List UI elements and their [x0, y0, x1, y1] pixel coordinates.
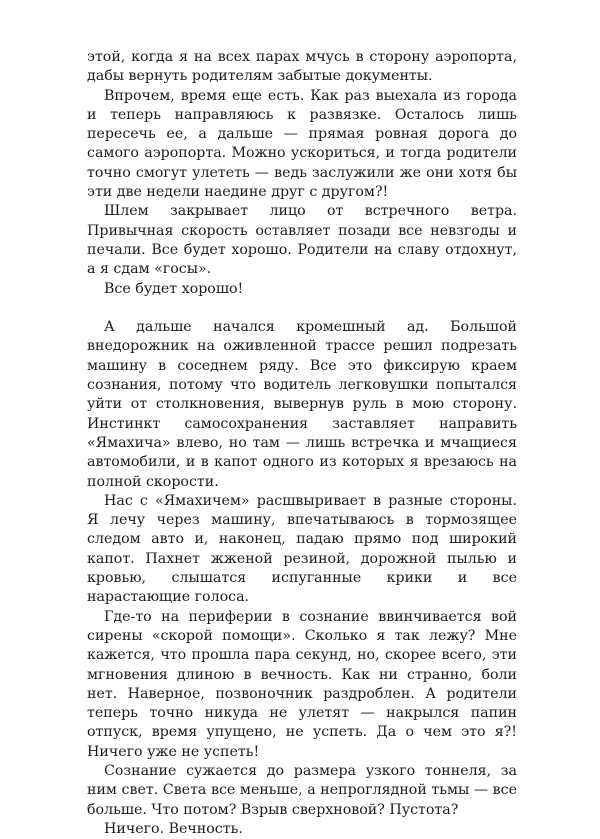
- paragraph: Сознание сужается до размера узкого тоннеля, за ним свет. Света все меньше, а непроглядной тьмы — все больше. Что потом? Взрыв сверхновой? Пустота?: [87, 762, 517, 818]
- paragraph: Все будет хорошо!: [104, 280, 244, 297]
- paragraph: А дальше начался кромешный ад. Большой внедорожник на оживленной трассе решил подрезать машину в соседнем ряду. Все это фиксирую краем сознания, потому что водитель легковушки попытался уйти от столкновения, вывернув руль в мою сторону. Инстинкт самосохранения заставляет направить «Ямахича» влево, но там — лишь встречка и мчащиеся автомобили, и в капот одного из которых я врезаюсь на полной скорости.: [87, 319, 517, 490]
- paragraph-continuation: этой, когда я на всех парах мчусь в сторону аэропорта, дабы вернуть родителям забытые документы.: [87, 49, 517, 85]
- paragraph: Нас с «Ямахичем» расшвыривает в разные стороны. Я лечу через машину, впечатываюсь в тормозящее следом авто и, наконец, падаю прямо под широкий капот. Пахнет жженой резиной, дорожной пылью и кровью, слышатся испуганные крики и все нарастающие голоса.: [87, 492, 517, 606]
- paragraph: Ничего. Вечность.: [104, 820, 243, 837]
- paragraph: Впрочем, время еще есть. Как раз выехала из города и теперь направляюсь к развязке. Осталось лишь пересечь ее, а дальше — прямая ровная дорога до самого аэропорта. Можно ускориться, и тогда родители точно смогут улететь — ведь заслужили же они хотя бы эти две недели наедине друг с другом?!: [87, 87, 517, 201]
- paragraph: Где-то на периферии в сознание ввинчивается вой сирены «скорой помощи». Сколько я так лежу? Мне кажется, что прошла пара секунд, но, скорее всего, эти мгновения длиною в вечность. Как ни странно, боли нет. Наверное, позвоночник раздроблен. А родители теперь точно никуда не улетят — накрылся папин отпуск, время упущено, не успеть. Да о чем это я?! Ничего уже не успеть!: [87, 608, 517, 760]
- book-page: [87, 48, 517, 839]
- paragraph: Шлем закрывает лицо от встречного ветра. Привычная скорость оставляет позади все невзгоды и печали. Все будет хорошо. Родители на славу отдохнут, а я сдам «госы».: [87, 203, 517, 278]
- section-break: [87, 299, 517, 318]
